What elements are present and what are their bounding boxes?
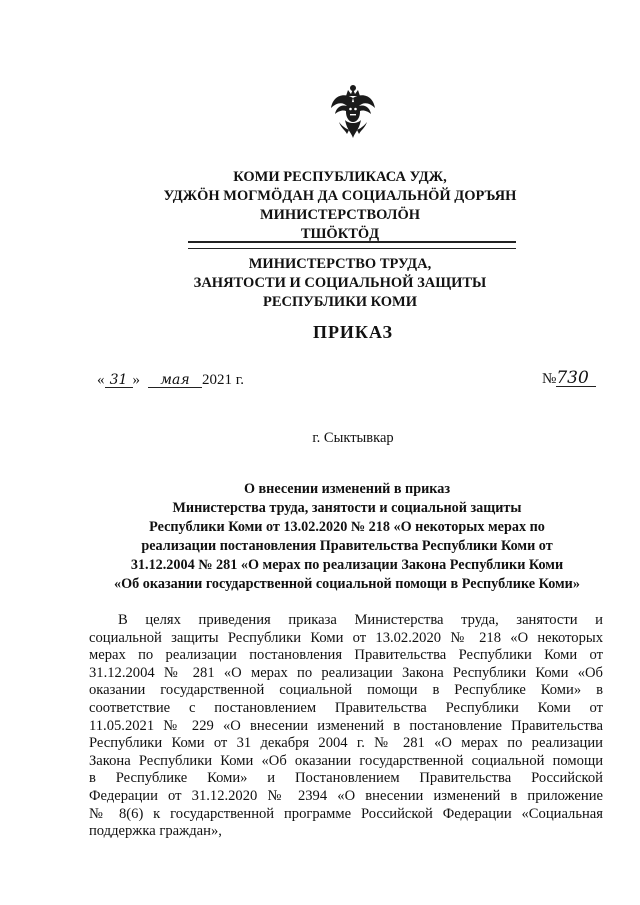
body-line: поддержка граждан», [89, 823, 222, 840]
subject-line: 31.12.2004 № 281 «О мерах по реализации Закона Республики Коми [130, 557, 564, 573]
order-subject [82, 480, 612, 594]
ministry-name-russian [140, 255, 540, 312]
body-line: оказании государственной социальной помощи в Республике Коми» в [89, 682, 603, 699]
body-line: Федерации от 31.12.2020 № 2394 «О внесении изменений в приложение [89, 787, 603, 804]
header-line: УДЖӦН МОГМӦДАН ДА СОЦИАЛЬНӦЙ ДОРЪЯН [163, 188, 517, 204]
coat-of-arms-icon [329, 82, 377, 140]
subject-line: О внесении изменений в приказ [243, 481, 451, 497]
city-name: г. Сыктывкар [312, 430, 394, 446]
body-line: в Республике Коми» и Постановлением Правительства Российской [89, 770, 603, 787]
header-line: МИНИСТЕРСТВО ТРУДА, [248, 256, 432, 272]
date-year: 2021 г. [202, 372, 244, 388]
subject-line: Республики Коми от 13.02.2020 № 218 «О некоторых мерах по [149, 519, 545, 535]
document-type-title: ПРИКАЗ [312, 322, 394, 342]
body-line: Закона Республики Коми «Об оказании государственной социальной помощи [89, 752, 603, 769]
header-line: ТШӦКТӦД [300, 226, 380, 242]
header-line: КОМИ РЕСПУБЛИКАСА УДЖ, [233, 169, 447, 185]
date-day-handwritten: 31 [105, 373, 133, 388]
header-divider [188, 241, 516, 249]
date-close-quote: » [132, 372, 140, 388]
ministry-name-komi [140, 168, 540, 244]
number-value-handwritten: 730 [556, 370, 596, 387]
body-line: В целях приведения приказа Министерства труда, занятости и [118, 612, 603, 628]
date-month-handwritten: мая [148, 373, 202, 388]
body-line: № 8(6) к государственной программе Российской Федерации «Социальная [89, 805, 603, 822]
header-line: МИНИСТЕРСТВОЛӦН [259, 207, 421, 223]
order-date [97, 372, 244, 389]
subject-line: реализации постановления Правительства Республики Коми от [141, 538, 553, 554]
body-line: 11.05.2021 № 229 «О внесении изменений в постановление Правительства [89, 717, 603, 734]
body-line: социальной защиты Республики Коми от 13.02.2020 № 218 «О некоторых [89, 629, 603, 646]
body-line: соответствие с постановлением Правительства Республики Коми от [89, 699, 603, 716]
body-line: 31.12.2004 № 281 «О мерах по реализации Закона Республики Коми «Об [89, 664, 603, 681]
body-line: Республики Коми от 31 декабря 2004 г. № 281 «О мерах по реализации [89, 735, 603, 752]
header-line: РЕСПУБЛИКИ КОМИ [262, 294, 418, 310]
number-prefix: № [542, 371, 557, 387]
subject-line: «Об оказании государственной социальной помощи в Республике Коми» [114, 576, 580, 592]
subject-line: Министерства труда, занятости и социальной защиты [172, 500, 522, 516]
date-open-quote: « [97, 372, 105, 388]
order-number [542, 370, 596, 388]
header-line: ЗАНЯТОСТИ И СОЦИАЛЬНОЙ ЗАЩИТЫ [193, 275, 487, 291]
body-line: мерах по реализации постановления Правительства Республики Коми от [89, 647, 603, 664]
order-preamble-paragraph [89, 612, 603, 841]
